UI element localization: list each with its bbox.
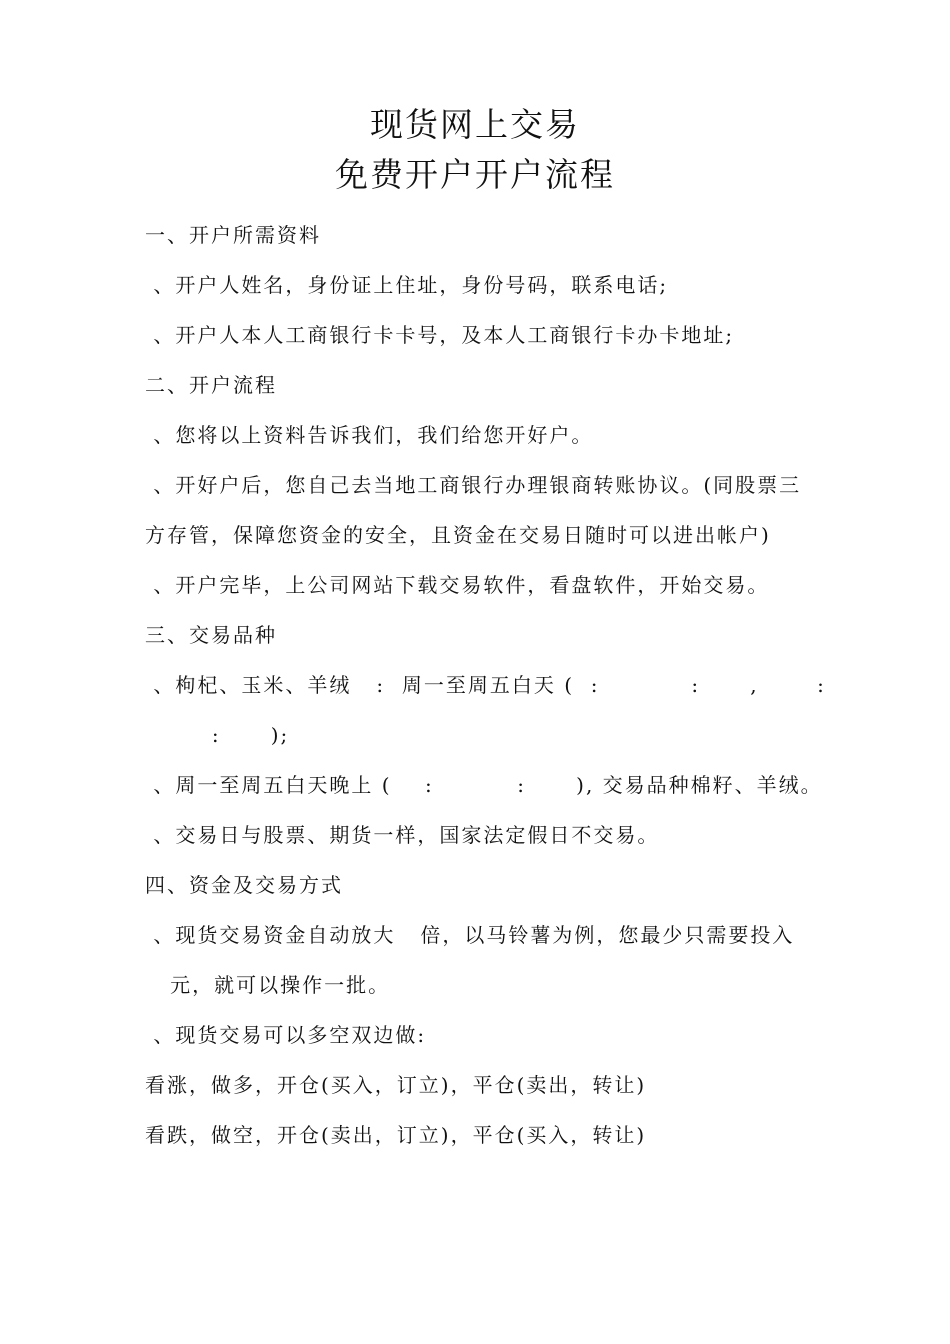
body-line: 、您将以上资料告诉我们，我们给您开好户。 bbox=[145, 423, 594, 447]
body-line: 、交易日与股票、期货一样，国家法定假日不交易。 bbox=[145, 823, 660, 847]
body-line: 、开好户后，您自己去当地工商银行办理银商转账协议。(同股票三 bbox=[145, 473, 802, 497]
document-title-line1: 现货网上交易 bbox=[370, 105, 580, 144]
body-line: 、开户人姓名，身份证上住址，身份号码，联系电话; bbox=[145, 273, 669, 297]
body-line: 、现货交易可以多空双边做: bbox=[145, 1023, 427, 1047]
body-line: 、枸杞、玉米、羊绒 : 周一至周五白天 ( : : , : bbox=[145, 673, 826, 697]
body-line: 、开户完毕，上公司网站下载交易软件，看盘软件，开始交易。 bbox=[145, 573, 770, 597]
body-line: 元，就可以操作一批。 bbox=[145, 973, 391, 997]
body-line: : ); bbox=[145, 723, 290, 747]
body-line: 看涨，做多，开仓(买入，订立)，平仓(卖出，转让) bbox=[145, 1073, 647, 1097]
document-title-line2: 免费开户开户流程 bbox=[335, 155, 615, 194]
section-heading-process: 二、开户流程 bbox=[145, 373, 277, 397]
body-line: 方存管，保障您资金的安全，且资金在交易日随时可以进出帐户) bbox=[145, 523, 771, 547]
section-heading-funds: 四、资金及交易方式 bbox=[145, 873, 343, 897]
section-heading-materials: 一、开户所需资料 bbox=[145, 223, 321, 247]
section-heading-products: 三、交易品种 bbox=[145, 623, 277, 647]
body-line: 看跌，做空，开仓(卖出，订立)，平仓(买入，转让) bbox=[145, 1123, 647, 1147]
body-line: 、周一至周五白天晚上 ( : : ), 交易品种棉籽、羊绒。 bbox=[145, 773, 823, 797]
body-line: 、开户人本人工商银行卡卡号，及本人工商银行卡办卡地址; bbox=[145, 323, 735, 347]
body-line: 、现货交易资金自动放大 倍，以马铃薯为例，您最少只需要投入 bbox=[145, 923, 795, 947]
